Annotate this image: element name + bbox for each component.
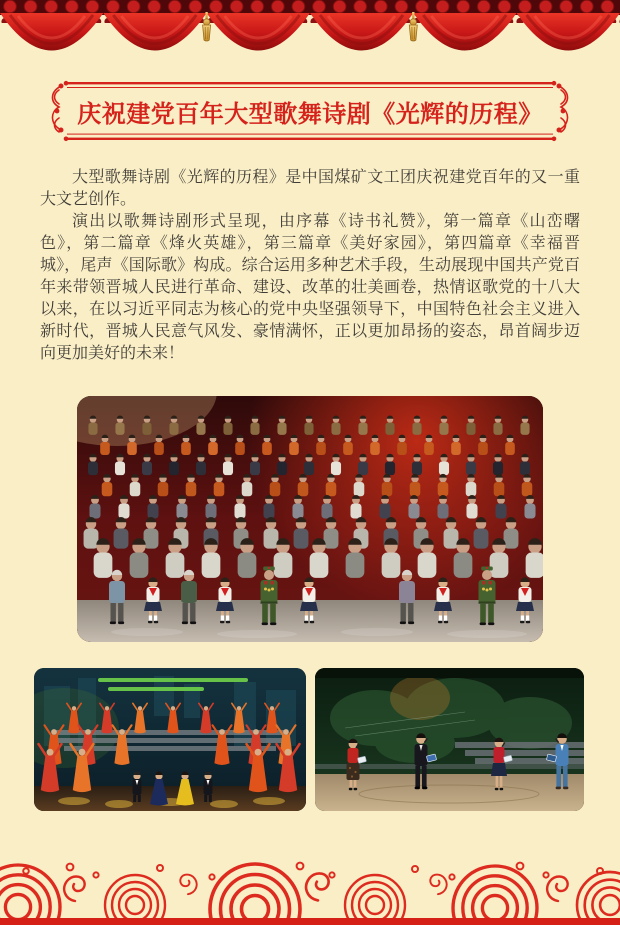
curtain-top-border [0,0,620,56]
article-body [40,167,580,365]
description-paragraph: 演出以歌舞诗剧形式呈现，由序幕《诗书礼赞》，第一篇章《山峦曙色》，第二篇章《烽火英雄》，第三篇章《美好家园》，第四篇章《幸福晋城》，尾声《国际歌》构成。综合运用多种艺术手段，生动展现中国共产党百年来带领晋城人民进行革命、建设、改革的壮美画卷，热情讴歌党的十八大以来，在以习近平同志为核心的党中央坚强领导下，中国特色社会主义进入新时代，晋城人民意气风发、豪情满怀，正以更加昂扬的姿态，昂首阔步迈向更加美好的未来！ [40,213,580,362]
dance-scene-photo [34,668,306,811]
main-stage-photo [77,396,543,642]
recitation-scene-photo [315,668,584,811]
intro-paragraph: 大型歌舞诗剧《光辉的历程》是中国煤矿文工团庆祝建党百年的又一重大文艺创作。 [40,169,580,208]
title-banner [45,80,575,142]
wave-bottom-border [0,853,620,925]
page-title: 庆祝建党百年大型歌舞诗剧《光辉的历程》 [77,98,543,128]
